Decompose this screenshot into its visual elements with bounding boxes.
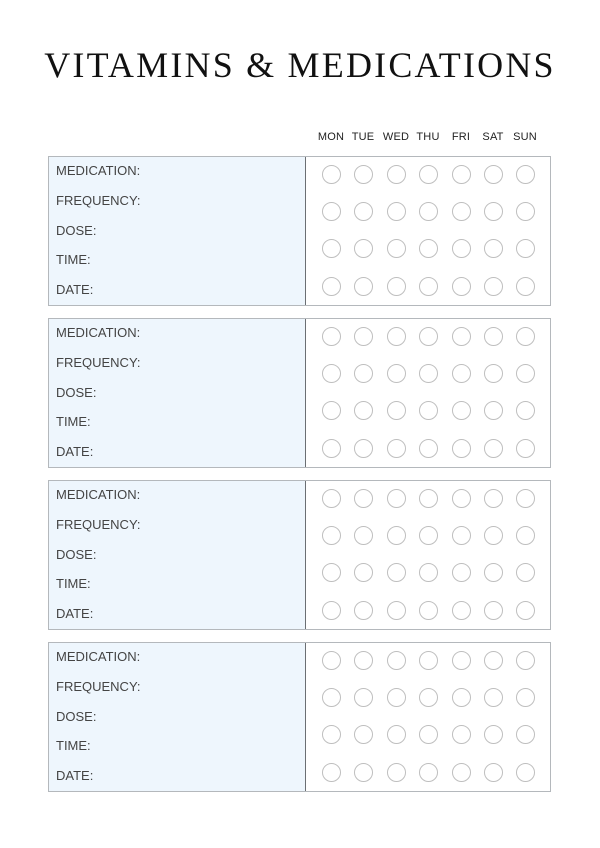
check-circle-sun[interactable] [516,563,535,582]
check-circle-sat[interactable] [484,725,503,744]
check-circle-mon[interactable] [322,688,341,707]
medication-info-panel[interactable] [49,643,306,791]
field-label-medication: MEDICATION: [56,487,141,502]
check-circle-tue[interactable] [354,526,373,545]
check-circle-mon[interactable] [322,563,341,582]
check-circle-thu[interactable] [419,725,438,744]
check-circle-fri[interactable] [452,165,471,184]
check-circle-fri[interactable] [452,202,471,221]
check-circle-sat[interactable] [484,439,503,458]
check-circle-sun[interactable] [516,651,535,670]
check-circle-mon[interactable] [322,165,341,184]
field-label-dose: DOSE: [56,547,97,562]
check-circle-mon[interactable] [322,277,341,296]
check-circle-thu[interactable] [419,439,438,458]
day-header [305,131,551,147]
check-circle-wed[interactable] [387,401,406,420]
check-circle-thu[interactable] [419,401,438,420]
check-circle-sat[interactable] [484,563,503,582]
check-circle-fri[interactable] [452,688,471,707]
check-circle-mon[interactable] [322,239,341,258]
check-circle-wed[interactable] [387,439,406,458]
check-circle-sat[interactable] [484,165,503,184]
check-circle-sat[interactable] [484,202,503,221]
check-circle-mon[interactable] [322,725,341,744]
check-circle-thu[interactable] [419,489,438,508]
check-circle-sat[interactable] [484,277,503,296]
check-circle-sun[interactable] [516,725,535,744]
check-circle-wed[interactable] [387,601,406,620]
check-circle-wed[interactable] [387,327,406,346]
weekly-tracker [306,481,550,629]
check-circle-thu[interactable] [419,327,438,346]
check-circle-mon[interactable] [322,601,341,620]
weekly-tracker [306,643,550,791]
check-circle-sun[interactable] [516,601,535,620]
field-label-medication: MEDICATION: [56,325,141,340]
field-label-date: DATE: [56,444,94,459]
field-label-frequency: FREQUENCY: [56,355,141,370]
day-label-fri: FRI [451,131,471,143]
check-circle-sat[interactable] [484,526,503,545]
check-circle-sat[interactable] [484,601,503,620]
day-label-thu: THU [416,131,440,143]
check-circle-mon[interactable] [322,327,341,346]
check-circle-fri[interactable] [452,763,471,782]
field-label-frequency: FREQUENCY: [56,679,141,694]
check-circle-tue[interactable] [354,277,373,296]
medication-block [48,480,551,630]
check-circle-thu[interactable] [419,202,438,221]
check-circle-fri[interactable] [452,489,471,508]
check-circle-fri[interactable] [452,563,471,582]
check-circle-wed[interactable] [387,526,406,545]
check-circle-sat[interactable] [484,327,503,346]
medication-block [48,156,551,306]
check-circle-fri[interactable] [452,601,471,620]
check-circle-sun[interactable] [516,165,535,184]
check-circle-sun[interactable] [516,364,535,383]
field-label-medication: MEDICATION: [56,163,141,178]
check-circle-thu[interactable] [419,563,438,582]
field-label-medication: MEDICATION: [56,649,141,664]
field-label-date: DATE: [56,282,94,297]
check-circle-wed[interactable] [387,364,406,383]
check-circle-tue[interactable] [354,327,373,346]
check-circle-wed[interactable] [387,277,406,296]
medication-info-panel[interactable] [49,157,306,305]
check-circle-tue[interactable] [354,725,373,744]
check-circle-sun[interactable] [516,688,535,707]
check-circle-tue[interactable] [354,651,373,670]
check-circle-tue[interactable] [354,165,373,184]
check-circle-wed[interactable] [387,239,406,258]
day-label-mon: MON [317,131,345,143]
check-circle-mon[interactable] [322,526,341,545]
check-circle-mon[interactable] [322,489,341,508]
check-circle-wed[interactable] [387,725,406,744]
check-circle-sat[interactable] [484,651,503,670]
day-label-sat: SAT [482,131,504,143]
field-label-date: DATE: [56,606,94,621]
check-circle-mon[interactable] [322,202,341,221]
check-circle-fri[interactable] [452,239,471,258]
check-circle-sun[interactable] [516,489,535,508]
check-circle-tue[interactable] [354,601,373,620]
day-label-wed: WED [382,131,410,143]
check-circle-tue[interactable] [354,239,373,258]
check-circle-wed[interactable] [387,651,406,670]
check-circle-thu[interactable] [419,277,438,296]
check-circle-tue[interactable] [354,439,373,458]
check-circle-sun[interactable] [516,439,535,458]
field-label-date: DATE: [56,768,94,783]
check-circle-tue[interactable] [354,688,373,707]
check-circle-sun[interactable] [516,526,535,545]
day-label-sun: SUN [513,131,537,143]
check-circle-thu[interactable] [419,763,438,782]
check-circle-wed[interactable] [387,202,406,221]
weekly-tracker [306,157,550,305]
check-circle-mon[interactable] [322,763,341,782]
check-circle-sat[interactable] [484,489,503,508]
field-label-frequency: FREQUENCY: [56,517,141,532]
check-circle-fri[interactable] [452,526,471,545]
check-circle-thu[interactable] [419,165,438,184]
check-circle-fri[interactable] [452,439,471,458]
weekly-tracker [306,319,550,467]
check-circle-sun[interactable] [516,763,535,782]
field-label-dose: DOSE: [56,385,97,400]
check-circle-thu[interactable] [419,651,438,670]
check-circle-thu[interactable] [419,601,438,620]
check-circle-wed[interactable] [387,489,406,508]
check-circle-tue[interactable] [354,364,373,383]
check-circle-mon[interactable] [322,364,341,383]
medication-info-panel[interactable] [49,481,306,629]
check-circle-mon[interactable] [322,401,341,420]
check-circle-tue[interactable] [354,563,373,582]
check-circle-sat[interactable] [484,688,503,707]
check-circle-wed[interactable] [387,563,406,582]
field-label-time: TIME: [56,252,91,267]
check-circle-wed[interactable] [387,763,406,782]
medication-block [48,642,551,792]
field-label-time: TIME: [56,576,91,591]
field-label-dose: DOSE: [56,223,97,238]
check-circle-mon[interactable] [322,651,341,670]
check-circle-tue[interactable] [354,202,373,221]
check-circle-sun[interactable] [516,277,535,296]
check-circle-fri[interactable] [452,277,471,296]
check-circle-sat[interactable] [484,763,503,782]
check-circle-sun[interactable] [516,327,535,346]
day-label-tue: TUE [351,131,375,143]
check-circle-wed[interactable] [387,165,406,184]
check-circle-sun[interactable] [516,202,535,221]
field-label-time: TIME: [56,414,91,429]
check-circle-tue[interactable] [354,489,373,508]
check-circle-sat[interactable] [484,364,503,383]
check-circle-tue[interactable] [354,401,373,420]
check-circle-fri[interactable] [452,725,471,744]
field-label-dose: DOSE: [56,709,97,724]
check-circle-sun[interactable] [516,239,535,258]
check-circle-thu[interactable] [419,526,438,545]
check-circle-sat[interactable] [484,239,503,258]
check-circle-thu[interactable] [419,688,438,707]
check-circle-sun[interactable] [516,401,535,420]
field-label-time: TIME: [56,738,91,753]
check-circle-fri[interactable] [452,401,471,420]
field-label-frequency: FREQUENCY: [56,193,141,208]
check-circle-sat[interactable] [484,401,503,420]
check-circle-wed[interactable] [387,688,406,707]
check-circle-fri[interactable] [452,651,471,670]
check-circle-fri[interactable] [452,327,471,346]
check-circle-tue[interactable] [354,763,373,782]
medication-info-panel[interactable] [49,319,306,467]
page-title: VITAMINS & MEDICATIONS [44,45,556,85]
check-circle-fri[interactable] [452,364,471,383]
check-circle-mon[interactable] [322,439,341,458]
medication-block [48,318,551,468]
check-circle-thu[interactable] [419,239,438,258]
check-circle-thu[interactable] [419,364,438,383]
